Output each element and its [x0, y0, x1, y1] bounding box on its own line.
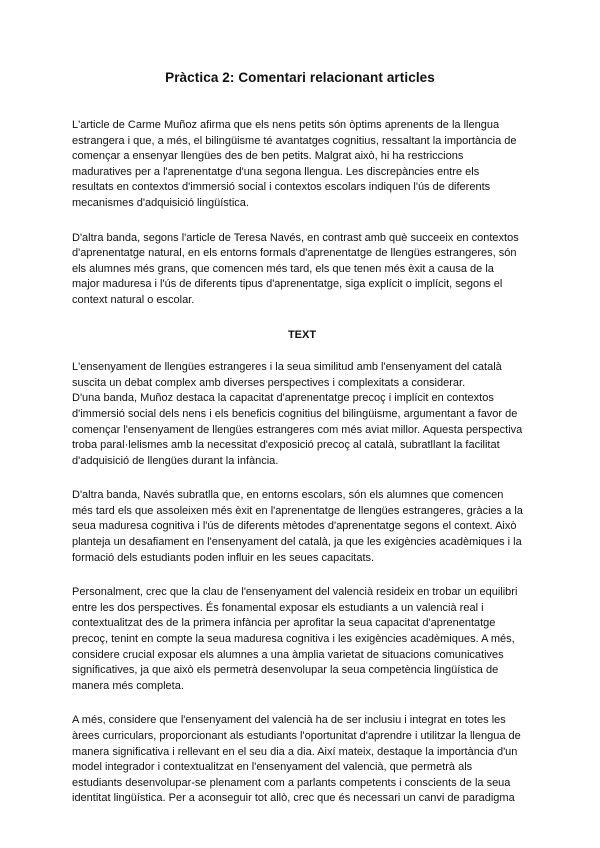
text-line: D'altra banda, Navés subratlla que, en entorns escolars, són els alumnes que comencen	[72, 489, 504, 502]
intro-paragraph	[72, 231, 532, 309]
text-line: d'adquisició de llengües durant la infància.	[72, 454, 279, 467]
text-line: manera significativa i rellevant en el seu dia a dia. Així mateix, destaque la importància d'un	[72, 745, 518, 758]
text-line: començar l'ensenyament de llengües estrangeres com més aviat millor. Aquesta perspectiva	[72, 423, 523, 436]
text-paragraph	[72, 488, 532, 566]
text-line: formació dels estudiants poden influir en les seues capacitats.	[72, 551, 375, 564]
intro-section	[72, 118, 532, 309]
section-heading: TEXT	[287, 328, 317, 341]
text-line: L'ensenyament de llengües estrangeres i la seua similitud amb l'ensenyament del català	[72, 361, 502, 374]
text-line: estrangera i que, a més, el bilingüisme té avantatges cognitius, ressaltant la importància de	[72, 134, 517, 147]
text-paragraph	[72, 713, 532, 807]
text-line: considere crucial exposar els alumnes a una àmplia varietat de situacions comunicatives	[72, 648, 504, 661]
text-line: entre les dos perspectives. És fonamental exposar els estudiants a un valencià real i	[72, 601, 484, 614]
text-paragraph	[72, 585, 532, 694]
text-line: A més, considere que l'ensenyament del valencià ha de ser inclusiu i integrat en totes les	[72, 714, 506, 727]
text-line: àrees curriculars, proporcionant als estudiants l'oportunitat d'aprendre i utilitzar la llengua de	[72, 730, 521, 742]
text-line: Personalment, crec que la clau de l'ensenyament del valencià resideix en trobar un equilibri	[72, 586, 518, 599]
text-line: resultats en contextos d'immersió social i contextos escolars indiquen l'ús de diferents	[72, 181, 491, 194]
text-line: seua maduresa cognitiva i l'ús de diferents mètodes d'aprenentatge segons el context. Això	[72, 520, 517, 533]
text-line: els alumnes més grans, que comencen més tard, els que tenen més èxit a causa de la	[72, 262, 494, 275]
text-line: significatives, ja que això els permetrà desenvolupar la seua competència lingüística de	[72, 664, 499, 677]
text-line: manera més completa.	[72, 679, 184, 692]
text-line: troba paral·lelismes amb la necessitat d'exposició precoç al català, subratllant la facilitat	[72, 439, 500, 452]
text-line: planteja un desafiament en l'ensenyament del català, ja que les exigències acadèmiques i la	[72, 536, 522, 549]
text-line: D'altra banda, segons l'article de Teresa Navés, en contrast amb què succeeix en contextos	[72, 231, 519, 244]
document-title: Pràctica 2: Comentari relacionant articles	[165, 70, 435, 85]
text-line: L'article de Carme Muñoz afirma que els nens petits són òptims aprenents de la llengua	[72, 119, 500, 131]
text-line: d'aprenentatge natural, en els entorns formals d'aprenentatge de llengües estrangeres, són	[72, 247, 517, 260]
text-section	[72, 360, 532, 807]
text-line: context natural o escolar.	[72, 293, 195, 306]
intro-paragraph	[72, 118, 532, 212]
text-line: identitat lingüística. Per a aconseguir tot allò, crec que és necessari un canvi de paradigma	[72, 792, 515, 805]
text-line: precoç, tenint en compte la seua maduresa cognitiva i les exigències acadèmiques. A més,	[72, 633, 515, 646]
text-line: estudiants desenvolupar-se plenament com a parlants competents i conscients de la seua	[72, 776, 511, 789]
text-paragraph	[72, 360, 532, 469]
text-line: model integrador i contextualitzat en l'ensenyament del valencià, que permetrà als	[72, 761, 473, 774]
text-line: més tard els que assoleixen més èxit en l'aprenentatge de llengües estrangeres, gràcies a la	[72, 504, 523, 517]
document-body	[72, 118, 532, 826]
text-line: maduratives per a l'aprenentatge d'una segona llengua. Les discrepàncies entre els	[72, 165, 480, 178]
text-line: major maduresa i l'ús de diferents tipus d'aprenentatge, siga explícit o implícit, segons el	[72, 278, 503, 291]
text-line: d'immersió social dels nens i els beneficis cognitius del bilingüisme, argumentant a favor de	[72, 407, 518, 420]
text-line: D'una banda, Muñoz destaca la capacitat d'aprenentatge precoç i implícit en contextos	[72, 392, 494, 405]
text-line: contextualitzat des de la primera infància per aprofitar la seua capacitat d'aprenentatge	[72, 617, 496, 630]
text-line: començar a ensenyar llengües des de ben petits. Malgrat això, hi ha restriccions	[72, 150, 464, 163]
text-line: suscita un debat complex amb diverses perspectives i complexitats a considerar.	[72, 376, 466, 389]
text-line: mecanismes d'adquisició lingüística.	[72, 196, 249, 209]
